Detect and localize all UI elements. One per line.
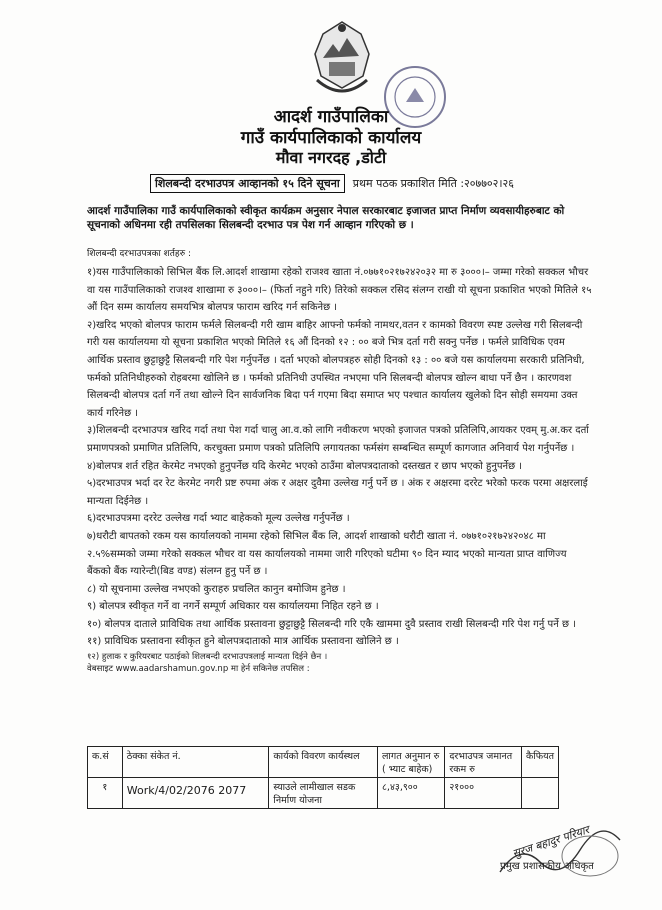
cell-security: २१०००	[445, 778, 522, 809]
term-item: ३)शिलबन्दी दरभाउपत्र खरिद गर्दा तथा पेश गर्दा चालु आ.व.को लागि नवीकरण भएको इजाजत पत्रको प्रतिलिपि,आयकर एवम् मु.अ.कर दर्ता प्रमाणपत्रको प्रमाणित प्रतिलिपि, करचुक्ता प्रमाण पत्रको प्रतिलिपि लगायतका फर्मसंग सम्बन्धित सम्पूर्ण कागजात अनिवार्य पेश गर्नुपर्नेछ ।	[87, 425, 589, 454]
office-name: गाउँ कार्यपालिकाको कार्यालय	[240, 128, 422, 148]
cell-description: स्याउले लामीखाल सडक निर्माण योजना	[269, 778, 378, 809]
term-item: १०) बोलपत्र दाताले प्राविधिक तथा आर्थिक प्रस्तावना छुट्टाछुट्टै सिलबन्दी गरि एकै खाममा दुवै प्रस्ताव राखी सिलबन्दी गरि पेश गर्नु पर्ने छ ।	[87, 618, 576, 630]
cell-estimate: ८,४३,९००	[377, 778, 444, 809]
cell-code: Work/4/02/2076 2077	[122, 778, 269, 809]
table-header-row	[88, 747, 559, 778]
website-line: वेबसाइट www.aadarshamun.gov.np मा हेर्न सकिनेछ तपसिल :	[87, 664, 310, 675]
intro-paragraph: आदर्श गाउँपालिका गाउँ कार्यपालिकाको स्वीकृत कार्यक्रम अनुसार नेपाल सरकारबाट इजाजत प्राप्त निर्माण व्यवसायीहरुबाट को सूचनाको अधिनमा रही तपसिलका सिलबन्दी दरभाउ पत्र पेश गर्न आव्हान गरिएको छ ।	[87, 205, 565, 231]
terms-heading: शिलबन्दी दरभाउपत्रका शर्तहरु :	[87, 249, 191, 259]
cell-sn: १	[88, 778, 123, 809]
government-emblem-icon	[303, 18, 381, 102]
term-item: ११) प्राविधिक प्रस्तावना स्वीकृत हुने बोलपत्रदाताको मात्र आर्थिक प्रस्तावना खोलिने छ ।	[87, 636, 399, 648]
signatory-name: सुरज बहादुर परियार	[510, 823, 591, 861]
term-item: ८) यो सूचनामा उल्लेख नभएको कुराहरु प्रचलित कानुन बमोजिम हुनेछ ।	[87, 583, 346, 595]
term-item: २)खरिद भएको बोलपत्र फाराम फर्मले सिलबन्दी गरी खाम बाहिर आफ्नो फर्मको नामथर,वतन र कामको विवरण स्पष्ट उल्लेख गरी सिलबन्दी गरी यस कार्यालयमा यो सूचना प्रकाशित भएको मितिले १६ औं दिनको १२ : ०० बजे भित्र दर्ता गरी सक्नु पर्नेछ । फर्मले प्राविधिक एवम आर्थिक प्रस्ताव छुट्टाछुट्टै सिलबन्दी गरि पेश गर्नुपर्नेछ । दर्ता भएको बोलपत्रहरु सोही दिनको १३ : ०० बजे यस कार्यालयमा सरकारी प्रतिनिधी, फर्मको प्रतिनिधीहरुको रोहबरमा खोलिने छ । फर्मको प्रतिनिधी उपस्थित नभएमा पनि सिलबन्दी बोलपत्र खोल्न बाधा पर्ने छैन । कारणवश सिलबन्दी बोलपत्र दर्ता गर्ने तथा खोल्ने दिन सार्वजनिक बिदा पर्न गएमा बिदा समाप्त भए पश्चात कार्यालय खुलेको दिन सोही समयमा उक्त कार्य गरिनेछ ।	[87, 319, 585, 419]
col-header-sn: क.सं	[88, 747, 123, 778]
cell-remarks	[521, 778, 558, 809]
term-item: ६)दरभाउपत्रमा दररेट उल्लेख गर्दा भ्याट बाहेकको मूल्य उल्लेख गर्नुपर्नेछ ।	[87, 513, 350, 525]
col-header-remarks: कैफियत	[521, 747, 558, 778]
term-item: १२) हुलाक र कुरियरबाट पठाईको शिलबन्दी दरभाउपत्रलाई मान्यता दिईने छैन ।	[87, 652, 328, 663]
col-header-code: ठेक्का संकेत नं.	[122, 747, 269, 778]
col-header-description: कार्यको विवरण कार्यस्थल	[269, 747, 378, 778]
notice-title-row	[150, 174, 514, 193]
notice-title: शिलबन्दी दरभाउपत्र आव्हानको १५ दिने सूचना	[150, 174, 345, 193]
municipality-name: आदर्श गाउँपालिका	[273, 107, 389, 127]
table-row	[88, 778, 559, 809]
signatory-title: प्रमुख प्रशासकीय अधिकृत	[500, 861, 594, 872]
term-item: १)यस गाउँपालिकाको सिभिल बैंक लि.आदर्श शाखामा रहेको राजश्व खाता नं.०७७१०२१७२४२०३२ मा रु ३०००।– जम्मा गरेको सक्कल भौचर वा यस गाउँपालिकाको राजश्व शाखामा रु ३०००।– (फिर्ता नहुने गरि) तिरेको सक्कल रसिद संलग्न राखी यो सूचना प्रकाशित भएको मितिले १५ औं दिन सम्म कार्यालय समयभित्र बोलपत्र फाराम खरिद गर्न सकिनेछ ।	[87, 267, 592, 314]
published-date: प्रथम पठक प्रकाशित मिति :२०७७०२।२६	[352, 177, 514, 190]
office-location: मौवा नगरदह ,डोटी	[275, 148, 387, 167]
term-item: ५)दरभाउपत्र भर्दा दर रेट केरमेट नगरी प्रष्ट रुपमा अंक र अक्षर दुवैमा उल्लेख गर्नु पर्ने छ । अंक र अक्षरमा दररेट भरेको फरक परमा अक्षरलाई मान्यता दिईनेछ ।	[87, 478, 588, 507]
term-item: ७)धरौटी बापतको रकम यस कार्यालयको नाममा रहेको सिभिल बैंक लि, आदर्श शाखाको धरौटी खाता नं. ०७७१०२१७२४२०४८ मा २.५%सम्मको जम्मा गरेको सक्कल भौचर वा यस कार्यालयको नाममा जारी गरिएको घटीमा ९० दिन म्याद भएको मान्यता प्राप्त वाणिज्य बैंकको बैंक ग्यारेन्टी(बिड वण्ड) संलग्न हुनु पर्ने छ ।	[87, 530, 567, 578]
terms-list	[87, 264, 593, 675]
term-item: ४)बोलपत्र शर्त रहित केरमेट नभएको हुनुपर्नेछ यदि केरमेट भएको ठाउँमा बोलपत्रदाताको दस्तखत र छाप भएको हुनुपर्नेछ ।	[87, 460, 523, 472]
tender-table	[87, 746, 559, 809]
col-header-security: दरभाउपत्र जमानत रकम रु	[445, 747, 522, 778]
col-header-estimate: लागत अनुमान रु ( भ्याट बाहेक)	[377, 747, 444, 778]
term-item: ९) बोलपत्र स्वीकृत गर्ने वा नगर्ने सम्पूर्ण अधिकार यस कार्यालयमा निहित रहने छ ।	[87, 601, 379, 613]
